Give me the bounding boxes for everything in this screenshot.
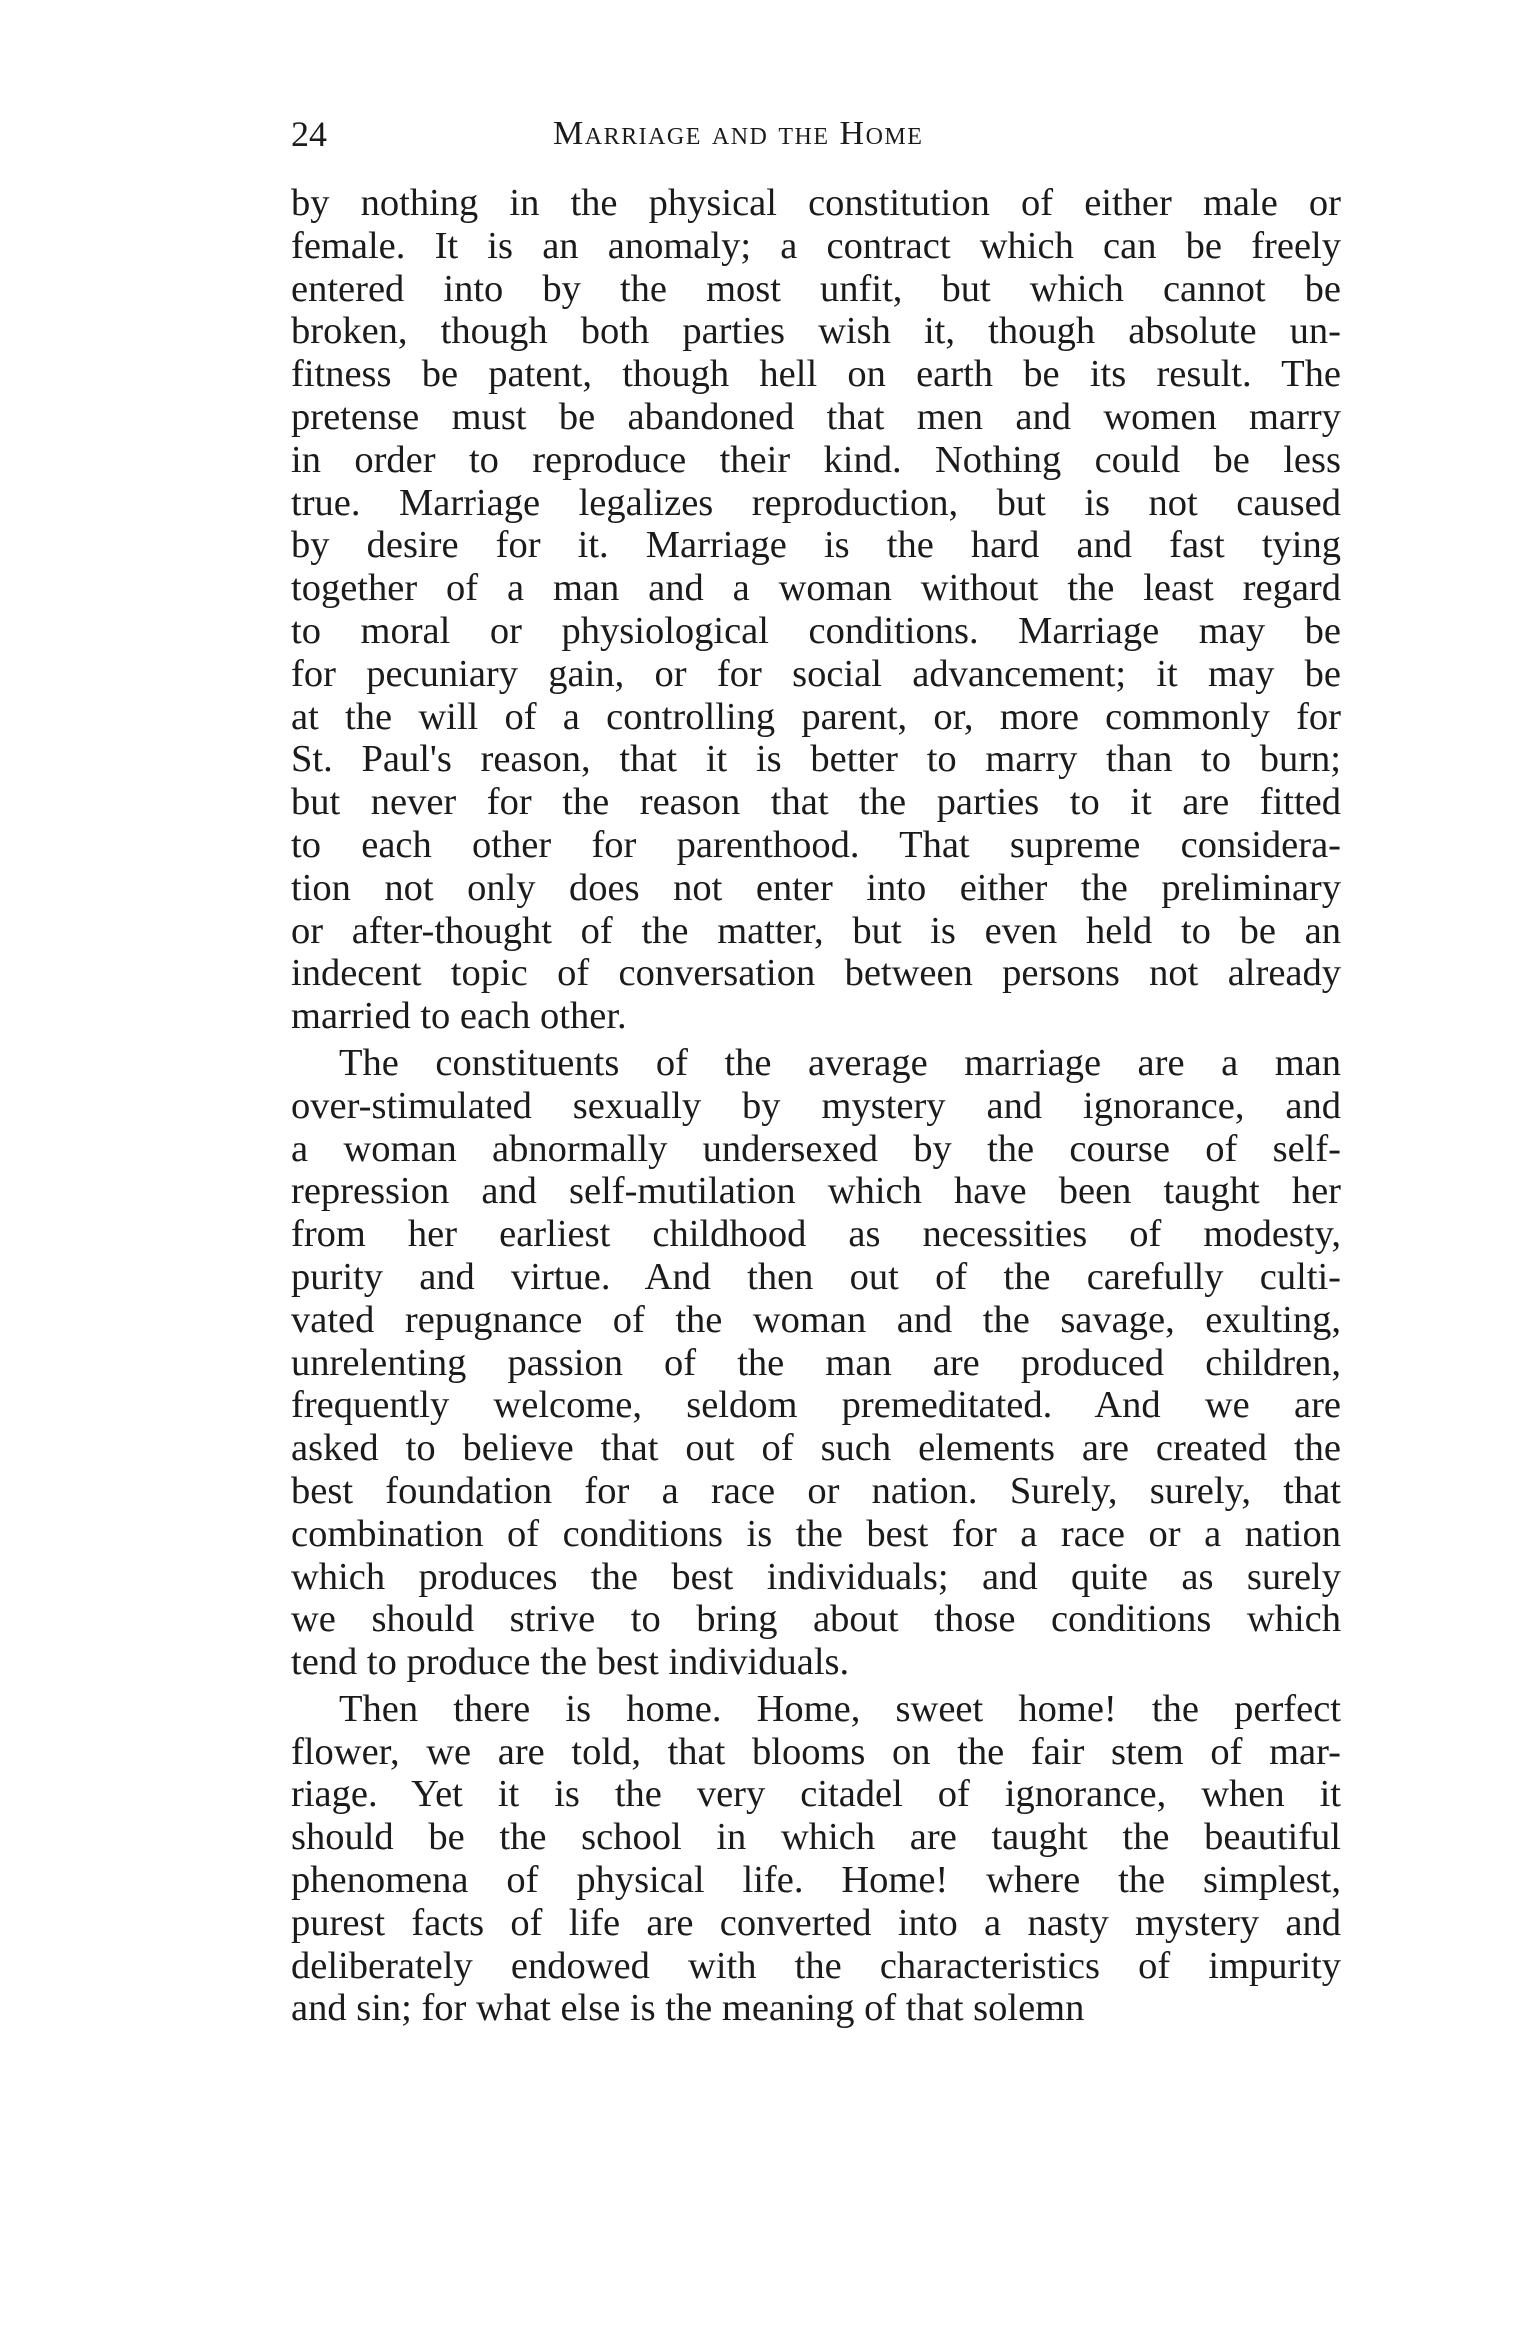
text-line: pretense must be abandoned that men and women marry: [291, 395, 1341, 438]
text-line: but never for the reason that the parties to it are fitted: [291, 781, 1341, 824]
paragraph: [291, 1042, 1341, 1684]
page-number: 24: [291, 114, 327, 154]
text-line: frequently welcome, seldom premeditated. And we are: [291, 1384, 1341, 1427]
text-line: entered into by the most unfit, but which cannot be: [291, 267, 1341, 310]
text-line: fitness be patent, though hell on earth be its result. The: [291, 353, 1341, 396]
page-header: [291, 108, 1341, 168]
text-line: which produces the best individuals; and quite as surely: [291, 1555, 1341, 1598]
text-line: vated repugnance of the woman and the savage, exulting,: [291, 1298, 1341, 1341]
text-line: married to each other.: [291, 995, 627, 1038]
text-line: The constituents of the average marriage are a man: [339, 1041, 1341, 1084]
text-line: from her earliest childhood as necessities of modesty,: [291, 1213, 1341, 1256]
text-line: unrelenting passion of the man are produced children,: [291, 1341, 1341, 1384]
text-line: tion not only does not enter into either the preliminary: [291, 866, 1341, 909]
text-line: for pecuniary gain, or for social advancement; it may be: [291, 652, 1341, 695]
text-line: by desire for it. Marriage is the hard and fast tying: [291, 524, 1341, 567]
text-line: in order to reproduce their kind. Nothing could be less: [291, 438, 1341, 481]
text-line: together of a man and a woman without the least regard: [291, 567, 1341, 610]
text-line: asked to believe that out of such elements are created the: [291, 1427, 1341, 1470]
text-line: we should strive to bring about those conditions which: [291, 1598, 1341, 1641]
text-line: tend to produce the best individuals.: [291, 1641, 850, 1684]
text-line: flower, we are told, that blooms on the fair stem of mar-: [291, 1730, 1341, 1773]
text-line: riage. Yet it is the very citadel of ignorance, when it: [291, 1773, 1341, 1816]
body-text: [291, 182, 1341, 2030]
text-line: repression and self-mutilation which have been taught her: [291, 1170, 1341, 1213]
text-line: over-stimulated sexually by mystery and ignorance, and: [291, 1084, 1341, 1127]
text-line: female. It is an anomaly; a contract which can be freely: [291, 224, 1341, 267]
text-line: best foundation for a race or nation. Surely, surely, that: [291, 1469, 1341, 1512]
text-line: a woman abnormally undersexed by the course of self-: [291, 1127, 1341, 1170]
text-line: St. Paul's reason, that it is better to marry than to burn;: [291, 738, 1341, 781]
text-line: should be the school in which are taught the beautiful: [291, 1816, 1341, 1859]
text-line: purest facts of life are converted into a nasty mystery and: [291, 1901, 1341, 1944]
text-line: Then there is home. Home, sweet home! the perfect: [339, 1687, 1341, 1730]
paragraph: [291, 182, 1341, 1038]
text-line: true. Marriage legalizes reproduction, but is not caused: [291, 481, 1341, 524]
text-line: to moral or physiological conditions. Marriage may be: [291, 609, 1341, 652]
text-line: deliberately endowed with the characteristics of impurity: [291, 1944, 1341, 1987]
text-line: broken, though both parties wish it, though absolute un-: [291, 310, 1341, 353]
text-line: and sin; for what else is the meaning of that solemn: [291, 1987, 1085, 2030]
text-line: purity and virtue. And then out of the carefully culti-: [291, 1255, 1341, 1298]
text-line: indecent topic of conversation between persons not already: [291, 952, 1341, 995]
text-line: by nothing in the physical constitution of either male or: [291, 182, 1341, 224]
text-line: phenomena of physical life. Home! where the simplest,: [291, 1859, 1341, 1902]
text-line: to each other for parenthood. That supreme considera-: [291, 823, 1341, 866]
running-title: Marriage and the Home: [553, 115, 924, 152]
text-line: or after-thought of the matter, but is even held to be an: [291, 909, 1341, 952]
paragraph: [291, 1688, 1341, 2030]
text-line: at the will of a controlling parent, or, more commonly for: [291, 695, 1341, 738]
text-line: combination of conditions is the best for a race or a nation: [291, 1512, 1341, 1555]
